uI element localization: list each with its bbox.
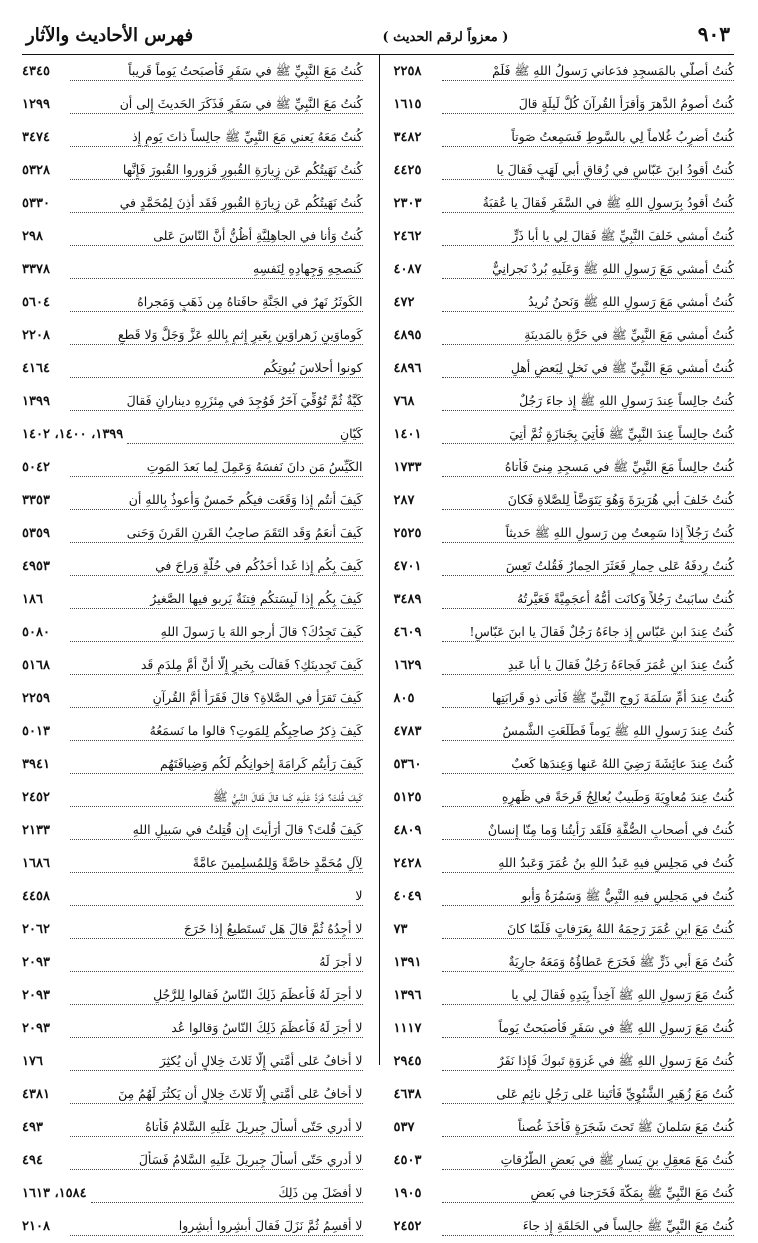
- hadith-number: ٤٦٠٩: [393, 625, 422, 640]
- hadith-incipit: لا أَجِدُهُ ثُمَّ قالَ هَل تَستَطيعُ إِذا خَرَجَ: [70, 920, 363, 939]
- index-entry: [394, 550, 735, 583]
- hadith-incipit: لا أُقسِمُ ثُمَّ نَزَلَ فَقالَ أَبشِروا أَبشِروا: [70, 1217, 363, 1236]
- hadith-incipit: كُنتُ أَضرِبُ غُلاماً لِي بالسَّوطِ فَسَمِعتُ صَوتاً: [442, 128, 735, 147]
- index-entry: [22, 913, 363, 946]
- hadith-number: ٢٤٥٢: [22, 790, 50, 805]
- hadith-number: ٤٧٨٣: [393, 724, 422, 739]
- index-entry: [22, 55, 363, 88]
- index-entry: [22, 616, 363, 649]
- hadith-number: ٤٣٤٥: [22, 64, 50, 79]
- hadith-incipit: كُنتُ أَمشي مَعَ رَسولِ اللهِ ﷺ وَعَلَيهِ بُردٌ نَجرانِيٌّ: [442, 260, 735, 279]
- index-entry: [22, 220, 363, 253]
- hadith-incipit: لا أَدري حَتّى أَسأَلَ جِبريلَ عَلَيهِ السَّلامُ فَأَتاهُ: [70, 1118, 363, 1137]
- hadith-number: ٣٣٥٣: [22, 493, 50, 508]
- hadith-number: ٢٨٧: [393, 493, 415, 508]
- hadith-incipit: كُنتُ مَعَ سَلمانَ ﷺ تَحتَ شَجَرَةٍ فَأَخَذَ غُصناً: [442, 1118, 735, 1137]
- hadith-incipit: لا أَخافُ عَلى أُمَّتي إِلّا ثَلاثَ خِلالٍ أَن يَكثُرَ لَهُمُ مِنَ: [70, 1085, 363, 1104]
- hadith-incipit: كُنتُ مَعَ النَّبِيِّ ﷺ بِمَكَّةَ فَخَرَجنا في بَعضِ: [442, 1184, 735, 1203]
- hadith-incipit: لا أَفضَلَ مِن ذَلِكَ: [91, 1184, 363, 1203]
- hadith-incipit: كُنتُ أَقودُ ابنَ عَبّاسٍ في زُقاقِ أَبي لَهَبٍ فَقالَ يا: [442, 161, 735, 180]
- hadith-incipit: كُنتُ أَصومُ الدَّهرَ وَأَقرَأُ القُرآنَ كُلَّ لَيلَةٍ قالَ: [442, 95, 735, 114]
- index-entry: [22, 682, 363, 715]
- hadith-incipit: الكَوثَرُ نَهرٌ في الجَنَّةِ حافَتاهُ مِن ذَهَبٍ وَمَجراهُ: [70, 293, 363, 312]
- hadith-number: ٣٩٤١: [22, 757, 50, 772]
- hadith-incipit: كُنتُ أَمشي مَعَ النَّبِيِّ ﷺ في نَخلٍ لِبَعضِ أَهلِ: [442, 359, 735, 378]
- index-entry: [22, 1045, 363, 1078]
- hadith-number: ٢٩٨: [22, 229, 43, 244]
- hadith-number: ٢٥٢٥: [393, 526, 422, 541]
- hadith-incipit: كَيفَ بِكُم إِذا غَدا أَحَدُكُم في حُلَّةٍ وَراحَ في: [70, 557, 363, 576]
- hadith-incipit: كُنتُ خَلفَ أَبي هُرَيرَةَ وَهُوَ يَتَوَضَّأُ لِلصَّلاةِ فَكانَ: [442, 491, 735, 510]
- index-entry: [22, 847, 363, 880]
- index-entry: [22, 517, 363, 550]
- index-entry: [394, 1045, 735, 1078]
- hadith-number: ١٦٨٦: [22, 856, 50, 871]
- index-entry: [394, 946, 735, 979]
- hadith-number: ٣٤٧٤: [22, 130, 50, 145]
- hadith-incipit: كَيفَ أَنتُم إِذا وَقَعَت فيكُم خَمسٌ وَأَعوذُ بِاللهِ أَن: [70, 491, 363, 510]
- index-columns: [22, 55, 734, 1234]
- index-entry: [394, 418, 735, 451]
- index-entry: [394, 319, 735, 352]
- hadith-incipit: لا أَجرَ لَهُ: [70, 953, 363, 972]
- page-subtitle: ( معزواً لرقم الحديث ): [382, 30, 509, 45]
- index-entry: [394, 1111, 735, 1144]
- hadith-number: ٣٣٧٨: [22, 262, 50, 277]
- hadith-number: ١٣٩٩: [22, 394, 50, 409]
- hadith-number: ٤٤٥٨: [22, 889, 50, 904]
- hadith-incipit: كُنتُ مَعَ أَبي ذَرٍّ ﷺ فَخَرَجَ عَطاؤُهُ وَمَعَهُ جارِيَةٌ: [442, 953, 735, 972]
- index-entry: [394, 913, 735, 946]
- index-entry: [394, 88, 735, 121]
- hadith-incipit: كُنتُ أَمشي مَعَ النَّبِيِّ ﷺ في حَرَّةِ بالمَدينَةِ: [442, 326, 735, 345]
- hadith-number: ٢٠٩٣: [22, 955, 50, 970]
- index-entry: [394, 1144, 735, 1177]
- index-entry: [22, 418, 363, 451]
- index-entry: [22, 286, 363, 319]
- hadith-incipit: كُنتُ مَعَ رَسولِ اللهِ ﷺ آخِذاً بِيَدِهِ فَقالَ لِي يا: [442, 986, 735, 1005]
- hadith-incipit: كُنتُ سابَبتُ رَجُلاً وَكانَت أُمُّهُ أَعجَمِيَّةً فَعَيَّرتُهُ: [442, 590, 735, 609]
- hadith-number: ٢٤٦٢: [393, 229, 422, 244]
- hadith-number: ٢١٣٣: [22, 823, 50, 838]
- hadith-number: ١٦٢٩: [393, 658, 422, 673]
- hadith-incipit: كَيفَ أَنعَمُ وَقَد التَقَمَ صاحِبُ القَرنِ القَرنَ وَحَنى: [70, 524, 363, 543]
- hadith-incipit: كَيفَ تَجِدُكَ؟ قالَ أَرجو اللهَ يا رَسولَ اللهِ: [70, 623, 363, 642]
- hadith-incipit: كُنتُ نَهَيتُكُم عَن زِيارَةِ القُبورِ فَزوروا القُبورَ فَإِنَّها: [70, 161, 363, 180]
- hadith-number: ٢٤٥٢: [393, 1219, 422, 1234]
- hadith-incipit: كُنتُ جالِساً مَعَ النَّبِيِّ ﷺ في مَسجِدِ مِنىً فَأَتاهُ: [442, 458, 735, 477]
- index-entry: [394, 352, 735, 385]
- hadith-number: ١٢٩٩: [22, 97, 50, 112]
- hadith-number: ٥٣٥٩: [22, 526, 50, 541]
- page-header: [22, 22, 734, 48]
- hadith-incipit: لا: [70, 887, 363, 906]
- index-entry: [394, 847, 735, 880]
- hadith-number: ١٩٠٥: [393, 1186, 422, 1201]
- index-entry: [394, 814, 735, 847]
- hadith-number: ٤٣٨١: [22, 1087, 50, 1102]
- hadith-incipit: كُنتُ عِندَ أُمِّ سَلَمَةَ زَوجِ النَّبِيِّ ﷺ فَأَتى ذو قَرابَتِها: [442, 689, 735, 708]
- index-entry: [22, 715, 363, 748]
- hadith-number: ٢١٠٨: [22, 1219, 50, 1234]
- index-entry: [394, 1078, 735, 1111]
- index-entry: [22, 814, 363, 847]
- hadith-incipit: كُنتُ مَعَهُ يَعني مَعَ النَّبِيِّ ﷺ جالِساً ذاتَ يَومٍ إِذ: [70, 128, 363, 147]
- hadith-number: ٤٩٥٣: [22, 559, 50, 574]
- hadith-incipit: كُنتُ رِدفَهُ عَلى حِمارٍ فَعَثَرَ الحِمارُ فَقُلتُ تَعِسَ: [442, 557, 735, 576]
- hadith-incipit: كُنتُ مَعَ مَعقِلِ بنِ يَسارٍ ﷺ في بَعضِ الطُّرُقاتِ: [442, 1151, 735, 1170]
- index-entry: [22, 979, 363, 1012]
- hadith-number: ١٦١٥: [393, 97, 422, 112]
- hadith-number: ٤٨٠٩: [393, 823, 422, 838]
- hadith-incipit: كُنتُ مَعَ رَسولِ اللهِ ﷺ في غَزوَةِ تَبوكَ فَإِذا نَفَرٌ: [442, 1052, 735, 1071]
- page-title: فهرس الأحاديث والآثار: [26, 25, 194, 46]
- hadith-incipit: كُنتُ في مَجلِسٍ فيهِ عَبدُ اللهِ بنُ عُمَرَ وَعَبدُ اللهِ: [442, 854, 735, 873]
- hadith-incipit: كُنتُ أَقودُ بِرَسولِ اللهِ ﷺ في السَّفَرِ فَقالَ يا عُقبَةُ: [442, 194, 735, 213]
- hadith-number: ٥٠٨٠: [22, 625, 50, 640]
- index-entry: [22, 154, 363, 187]
- index-entry: [394, 484, 735, 517]
- index-entry: [22, 88, 363, 121]
- hadith-incipit: كُنتُ مَعَ زُهَيرٍ الشَّنُوِيِّ فَأَتَينا عَلى رَجُلٍ نائِمٍ عَلى: [442, 1085, 735, 1104]
- index-entry: [22, 121, 363, 154]
- index-entry: [394, 781, 735, 814]
- index-entry: [22, 352, 363, 385]
- hadith-number: ١٣٩٦: [393, 988, 422, 1003]
- hadith-number: ٤٨٩٦: [393, 361, 422, 376]
- index-entry: [22, 484, 363, 517]
- hadith-number: ٥٣٦٠: [393, 757, 422, 772]
- index-entry: [22, 550, 363, 583]
- hadith-number: ٤٤٢٥: [393, 163, 422, 178]
- hadith-number: ٥٠١٣: [22, 724, 50, 739]
- hadith-incipit: كُنتُ عِندَ مُعاوِيَةَ وَطَبيبٌ يُعالِجُ قَرحَةً في ظَهرِهِ: [442, 788, 735, 807]
- hadith-incipit: كُنتُ أَمشي مَعَ رَسولِ اللهِ ﷺ وَنَحنُ نُريدُ: [442, 293, 735, 312]
- hadith-incipit: كُنتُ وَأَنا في الجاهِلِيَّةِ أَظُنُّ أَنَّ النّاسَ عَلى: [70, 227, 363, 246]
- hadith-incipit: كُنتُ عِندَ رَسولِ اللهِ ﷺ يَوماً فَطَلَعَتِ الشَّمسُ: [442, 722, 735, 741]
- index-entry: [22, 1210, 363, 1243]
- index-entry: [22, 385, 363, 418]
- hadith-number: ٤٧٠١: [393, 559, 422, 574]
- index-entry: [394, 385, 735, 418]
- index-entry: [394, 748, 735, 781]
- hadith-number: ٤٩٣: [22, 1120, 43, 1135]
- hadith-number: ٧٣: [393, 922, 408, 937]
- hadith-number: ٢٩٤٥: [393, 1054, 422, 1069]
- index-entry: [22, 187, 363, 220]
- hadith-incipit: لا أَدري حَتّى أَسأَلَ جِبريلَ عَلَيهِ السَّلامُ فَسَأَلَ: [70, 1151, 363, 1170]
- hadith-number: ٨٠٥: [393, 691, 415, 706]
- index-entry: [394, 517, 735, 550]
- hadith-incipit: كُنتُ عِندَ ابنِ عَبّاسٍ إِذ جاءَهُ رَجُلٌ فَقالَ يا ابنَ عَبّاسٍ!: [442, 623, 735, 642]
- index-entry: [22, 946, 363, 979]
- hadith-number: ٥٣٧: [393, 1120, 415, 1135]
- index-entry: [22, 451, 363, 484]
- index-entry: [394, 121, 735, 154]
- hadith-number: ٣٤٨٩: [393, 592, 422, 607]
- hadith-number: ١٣٩١: [393, 955, 422, 970]
- page-number: ٩٠٣: [697, 22, 730, 46]
- hadith-incipit: كُنتُ عِندَ عائِشَةَ رَضِيَ اللهُ عَنها وَعِندَها كَعبٌ: [442, 755, 735, 774]
- hadith-number: ٢٤٢٨: [393, 856, 422, 871]
- hadith-number: ٢٠٩٣: [22, 1021, 50, 1036]
- hadith-number: ٤٩٤: [22, 1153, 43, 1168]
- hadith-incipit: لا أَخافُ عَلى أُمَّتي إِلّا ثَلاثَ خِلالٍ أَن يُكثِرَ: [70, 1052, 363, 1071]
- hadith-number: ١٤٠١: [393, 427, 422, 442]
- hadith-number: ٤٥٠٣: [393, 1153, 422, 1168]
- hadith-number: ٢٠٦٢: [22, 922, 50, 937]
- hadith-number: ٤٦٣٨: [393, 1087, 422, 1102]
- hadith-number: ٣٤٨٢: [393, 130, 422, 145]
- hadith-number: ١٧٣٣: [393, 460, 422, 475]
- hadith-number: ٢٣٠٣: [393, 196, 422, 211]
- hadith-number: ٤٨٩٥: [393, 328, 422, 343]
- hadith-incipit: كَوماوَينِ زَهراوَينِ بِغَيرِ إِثمٍ بِاللهِ عَزَّ وَجَلَّ وَلا قَطعِ: [70, 326, 363, 345]
- hadith-incipit: الكَيِّسُ مَن دانَ نَفسَهُ وَعَمِلَ لِما بَعدَ المَوتِ: [70, 458, 363, 477]
- hadith-number: ٤١٦٤: [22, 361, 50, 376]
- hadith-number: ٥١٢٥: [393, 790, 422, 805]
- right-column: [379, 55, 735, 1234]
- hadith-number: ١٨٦: [22, 592, 43, 607]
- hadith-incipit: كُنتُ أُصلّي بالمَسجِدِ فدَعاني رَسولُ اللهِ ﷺ فَلَمْ: [442, 62, 735, 81]
- hadith-number: ٢٢٥٨: [393, 64, 422, 79]
- hadith-number: ٧٦٨: [393, 394, 415, 409]
- index-entry: [22, 1078, 363, 1111]
- index-entry: [394, 649, 735, 682]
- index-entry: [22, 748, 363, 781]
- hadith-number: ١١١٧: [393, 1021, 422, 1036]
- index-entry: [22, 583, 363, 616]
- index-entry: [394, 715, 735, 748]
- index-entry: [394, 154, 735, 187]
- index-entry: [394, 616, 735, 649]
- hadith-incipit: كَيفَ قُلتَ؟ فَرَدَّ عَلَيهِ كَما قالَ فَقالَ النَّبِيُّ ﷺ: [70, 788, 363, 807]
- hadith-incipit: كَيفَ قُلتَ؟ قالَ أَرَأَيتَ إِن قُتِلتُ في سَبيلِ اللهِ: [70, 821, 363, 840]
- index-entry: [394, 286, 735, 319]
- hadith-incipit: كُنتُ أَمشي خَلفَ النَّبِيِّ ﷺ فَقالَ لِي يا أَبا ذَرٍّ: [442, 227, 735, 246]
- index-entry: [394, 682, 735, 715]
- hadith-incipit: كُنتُ مَعَ النَّبِيِّ ﷺ في سَفَرٍ فَأَصبَحتُ يَوماً قَريباً: [70, 62, 363, 81]
- index-entry: [394, 55, 735, 88]
- hadith-incipit: كَيفَ رَأَيتُم كَرامَةَ إِخوانِكُم لَكُم وَضِيافَتَهُم: [70, 755, 363, 774]
- hadith-incipit: كُنتُ مَعَ رَسولِ اللهِ ﷺ في سَفَرٍ فَأَصبَحتُ يَوماً: [442, 1019, 735, 1038]
- hadith-incipit: كُنتُ مَعَ النَّبِيِّ ﷺ في سَفَرٍ فَذَكَرَ الحَديثَ إِلى أَن: [70, 95, 363, 114]
- hadith-number: ٤٠٤٩: [393, 889, 422, 904]
- hadith-incipit: كُنتُ في مَجلِسٍ فيهِ النَّبِيُّ ﷺ وَسَمُرَةُ وَأَبو: [442, 887, 735, 906]
- hadith-incipit: كُنتُ عِندَ ابنِ عُمَرَ فَجاءَهُ رَجُلٌ فَقالَ يا أَبا عَبدِ: [442, 656, 735, 675]
- hadith-number: ٥٦٠٤: [22, 295, 50, 310]
- left-column: [22, 55, 377, 1234]
- hadith-number: ٥٣٢٨: [22, 163, 50, 178]
- index-entry: [22, 1177, 363, 1210]
- hadith-number: ٢٢٠٨: [22, 328, 50, 343]
- index-entry: [394, 187, 735, 220]
- index-entry: [22, 1111, 363, 1144]
- hadith-incipit: كَيفَ تَقرَأُ في الصَّلاةِ؟ قالَ فَقَرَأَ أُمَّ القُرآنِ: [70, 689, 363, 708]
- index-entry: [394, 1210, 735, 1243]
- hadith-incipit: كُنتُ في أَصحابِ الصُّفَّةِ فَلَقَد رَأَيتُنا وَما مِنّا إِنسانٌ: [442, 821, 735, 840]
- hadith-incipit: كُنتُ جالِساً عِندَ النَّبِيِّ ﷺ فَأُتِيَ بِجَنازَةٍ ثُمَّ أُتِيَ: [442, 425, 735, 444]
- hadith-incipit: كُنتُ رَجُلاً إِذا سَمِعتُ مِن رَسولِ اللهِ ﷺ حَديثاً: [442, 524, 735, 543]
- hadith-incipit: كَيفَ بِكُم إِذا لَبِسَتكُم فِتنَةٌ يَربو فيها الصَّغيرُ: [70, 590, 363, 609]
- index-entry: [394, 979, 735, 1012]
- index-entry: [22, 253, 363, 286]
- hadith-incipit: كَيفَ تَجِدينَكِ؟ فَقالَت بِخَيرٍ إِلّا أَنَّ أُمَّ مِلدَمٍ قَد: [70, 656, 363, 675]
- index-entry: [22, 880, 363, 913]
- hadith-incipit: كَنصحِهِ وَجِهادِهِ لِنَفسِهِ: [70, 260, 363, 279]
- index-entry: [394, 1012, 735, 1045]
- hadith-number: ١٥٨٤، ١٦١٣: [22, 1186, 87, 1201]
- hadith-incipit: كَيّانِ: [127, 425, 362, 444]
- index-entry: [22, 1012, 363, 1045]
- hadith-incipit: كُنتُ نَهَيتُكُم عَن زِيارَةِ القُبورِ فَقَد أُذِنَ لِمُحَمَّدٍ في: [70, 194, 363, 213]
- hadith-number: ٥٠٤٢: [22, 460, 50, 475]
- index-entry: [394, 1177, 735, 1210]
- hadith-number: ٤٧٢: [393, 295, 415, 310]
- index-entry: [394, 220, 735, 253]
- hadith-incipit: كُنتُ جالِساً عِندَ رَسولِ اللهِ ﷺ إِذ جاءَ رَجُلٌ: [442, 392, 735, 411]
- hadith-number: ٢٠٩٣: [22, 988, 50, 1003]
- hadith-incipit: لا أَجرَ لَهُ فَأَعظَمَ ذَلِكَ النّاسُ وَقالوا عُد: [70, 1019, 363, 1038]
- index-entry: [22, 781, 363, 814]
- hadith-number: ١٧٦: [22, 1054, 43, 1069]
- index-entry: [394, 880, 735, 913]
- hadith-incipit: كونوا أَحلاسَ بُيوتِكُم: [70, 359, 363, 378]
- index-entry: [22, 319, 363, 352]
- hadith-incipit: لِآلِ مُحَمَّدٍ خاصَّةً وَلِلمُسلِمينَ عامَّةً: [70, 854, 363, 873]
- hadith-incipit: لا أَجرَ لَهُ فَأَعظَمَ ذَلِكَ النّاسُ فَقالوا لِلرَّجُلِ: [70, 986, 363, 1005]
- index-entry: [394, 253, 735, 286]
- index-entry: [22, 649, 363, 682]
- hadith-incipit: كَيفَ ذِكرُ صاحِبِكُم لِلمَوتِ؟ قالوا ما نَسمَعُهُ: [70, 722, 363, 741]
- hadith-number: ٥١٦٨: [22, 658, 50, 673]
- index-entry: [22, 1144, 363, 1177]
- hadith-number: ١٣٩٩، ١٤٠٠، ١٤٠٢: [22, 427, 124, 442]
- hadith-incipit: كَيَّةٌ ثُمَّ تُوُفِّيَ آخَرُ فَوُجِدَ في مِئزَرِهِ دينارانِ فَقالَ: [70, 392, 363, 411]
- hadith-incipit: كُنتُ مَعَ النَّبِيِّ ﷺ جالِساً في الحَلقَةِ إِذ جاءَ: [442, 1217, 735, 1236]
- index-entry: [394, 451, 735, 484]
- index-entry: [394, 583, 735, 616]
- hadith-number: ٤٠٨٧: [393, 262, 422, 277]
- hadith-number: ٢٢٥٩: [22, 691, 50, 706]
- hadith-number: ٥٣٣٠: [22, 196, 50, 211]
- hadith-incipit: كُنتُ مَعَ ابنِ عُمَرَ رَحِمَهُ اللهُ بِعَرَفاتٍ فَلَمّا كانَ: [442, 920, 735, 939]
